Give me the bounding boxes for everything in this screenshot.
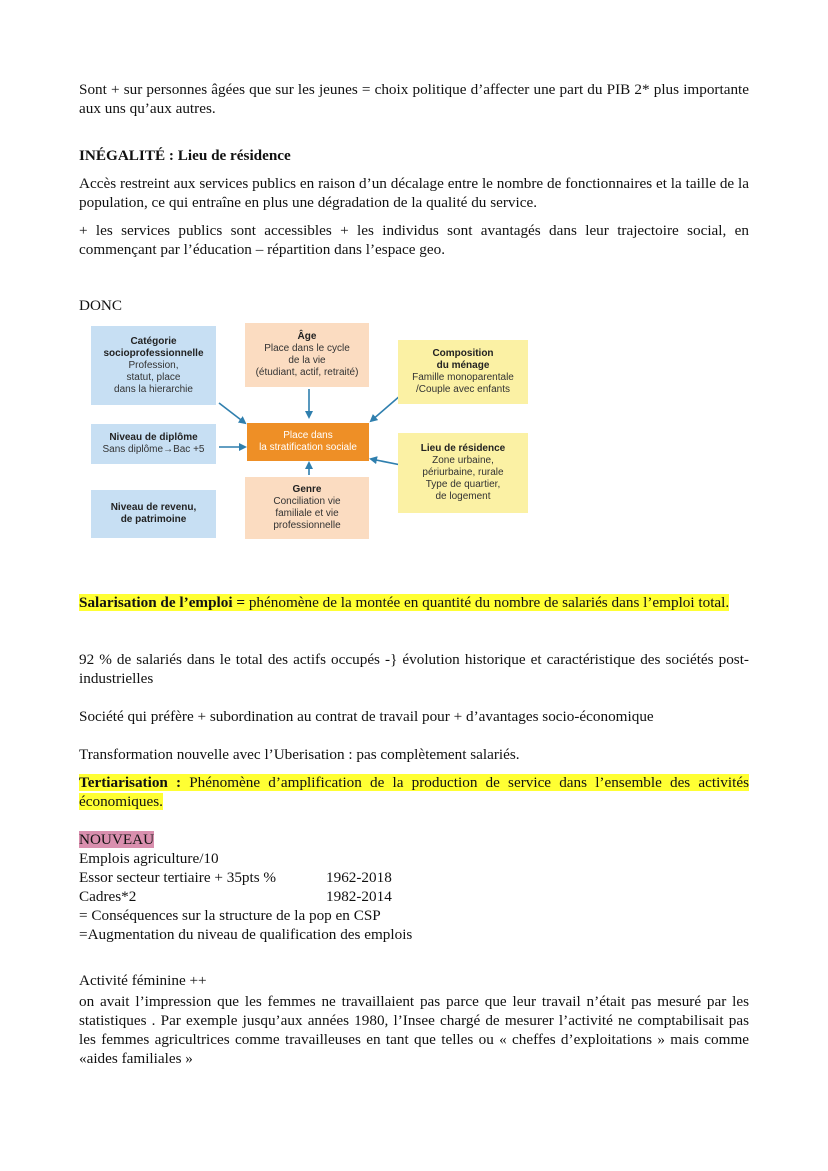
salarisation-term: Salarisation de l’emploi = [79, 594, 246, 611]
box-center: Place dans la stratification sociale [247, 423, 369, 461]
salarisation-societe: Société qui préfère + subordination au contrat de travail pour + d’avantages socio-économique [79, 708, 654, 725]
inegalite-heading: INÉGALITÉ : Lieu de résidence [79, 147, 291, 164]
salarisation-definition [79, 593, 749, 612]
box-genre: Genre Conciliation vie familiale et vie professionnelle [245, 477, 369, 539]
nouveau-line-2-period: 1962-2018 [326, 869, 392, 886]
box-residence: Lieu de résidence Zone urbaine, périurbaine, rurale Type de quartier, de logement [398, 433, 528, 513]
intro-paragraph: Sont + sur personnes âgées que sur les jeunes = choix politique d’affecter une part du PIB 2* plus importante aux uns qu’aux autres. [79, 81, 749, 117]
tertiarisation-term: Tertiarisation : [79, 774, 182, 791]
donc-label: DONC [79, 297, 123, 314]
salarisation-stat: 92 % de salariés dans le total des actifs occupés -} évolution historique et caractéristique des sociétés post-industrielles [79, 651, 749, 687]
arrow-csp [219, 403, 245, 423]
box-csp: Catégorie socioprofessionnelle Profession, statut, place dans la hierarchie [91, 326, 216, 405]
feminine-paragraph: on avait l’impression que les femmes ne travaillaient pas parce que leur travail n’était pas mesuré par les statistiques . Par exemple jusqu’aux années 1980, l’Insee chargé de mesurer l’activité ne comptabilisait pas les femmes agricultrices comme travailleuses en tant que telles ou « cheffes d’exploitations » mais comme «aides familiales » [79, 993, 749, 1067]
nouveau-line-3-period: 1982-2014 [326, 888, 392, 905]
arrow-menage [371, 395, 401, 421]
nouveau-line-3: Cadres*2 1982-2014 [79, 888, 392, 905]
salarisation-uberisation: Transformation nouvelle avec l’Uberisation : pas complètement salariés. [79, 746, 520, 763]
box-age: Âge Place dans le cycle de la vie (étudiant, actif, retraité) [245, 323, 369, 387]
nouveau-line-4: = Conséquences sur la structure de la pop en CSP [79, 907, 381, 924]
inegalite-paragraph-2: + les services publics sont accessibles + les individus sont avantagés dans leur trajectoire social, en commençant par l’éducation – répartition dans l’espace geo. [79, 222, 749, 258]
nouveau-line-1: Emplois agriculture/10 [79, 850, 219, 867]
stratification-diagram [91, 323, 531, 543]
feminine-title: Activité féminine ++ [79, 972, 207, 989]
nouveau-label: NOUVEAU [79, 831, 155, 848]
tertiarisation-definition-text: Phénomène d’amplification de la production de service dans l’ensemble des activités économiques. [79, 774, 749, 810]
box-menage: Composition du ménage Famille monoparentale /Couple avec enfants [398, 340, 528, 404]
salarisation-definition-text: phénomène de la montée en quantité du nombre de salariés dans l’emploi total. [245, 594, 730, 611]
box-revenu: Niveau de revenu, de patrimoine [91, 490, 216, 538]
nouveau-line-2: Essor secteur tertiaire + 35pts % 1962-2018 [79, 869, 392, 886]
arrow-residence [371, 459, 401, 465]
inegalite-paragraph-1: Accès restreint aux services publics en raison d’un décalage entre le nombre de fonctionnaires et la taille de la population, ce qui entraîne en plus une dégradation de la qualité du service. [79, 175, 749, 211]
tertiarisation-definition [79, 773, 749, 811]
box-diplome: Niveau de diplôme Sans diplôme→Bac +5 [91, 424, 216, 464]
nouveau-line-5: =Augmentation du niveau de qualification des emplois [79, 926, 413, 943]
